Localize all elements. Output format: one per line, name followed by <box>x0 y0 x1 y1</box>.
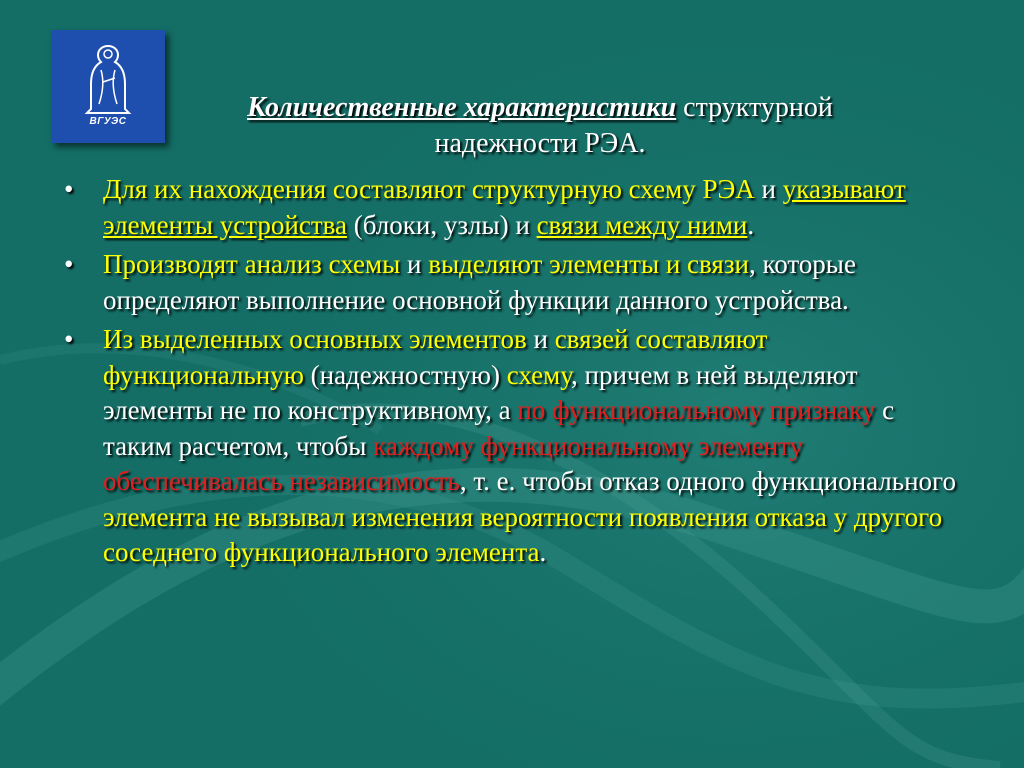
university-logo <box>51 30 165 143</box>
bullet-marker: • <box>64 324 74 354</box>
bullet-text: каждому функциональному элементу обеспечивалась независимость <box>103 430 804 496</box>
bullet-item <box>60 322 965 571</box>
bullet-text: связей составляют функциональную <box>103 324 768 390</box>
bullet-list <box>60 172 965 575</box>
bullet-text: Для их нахождения составляют структурную схему РЭА <box>103 174 755 204</box>
bullet-text: и <box>754 174 783 204</box>
bullet-text: , т. е. чтобы отказ одного функционального <box>459 466 956 496</box>
bullet-text: , причем в ней выделяют элементы не по конструктивному, а <box>103 359 858 425</box>
bullet-text: схему <box>506 359 572 390</box>
bullet-text: выделяют элементы и связи <box>428 249 749 279</box>
bullet-text: . <box>747 209 755 240</box>
bullet-text: Из выделенных основных элементов <box>103 324 527 354</box>
logo-text: ВГУЭС <box>89 116 127 127</box>
title-rest: структурной надежности РЭА. <box>434 92 833 159</box>
bullet-text: и <box>526 324 555 354</box>
bullet-item <box>60 247 965 318</box>
bullet-marker: • <box>64 174 74 204</box>
title-emphasis: Количественные характеристики <box>247 92 677 123</box>
bullet-text: . <box>539 537 547 567</box>
bullet-text: , которые определяют выполнение основной функции данного устройства. <box>103 249 856 315</box>
bullet-marker: • <box>64 249 74 279</box>
bullet-text: по функциональному признаку <box>517 395 876 425</box>
bullet-text: (блоки, узлы) и <box>347 209 537 240</box>
bullet-text: и <box>400 249 429 279</box>
bullet-item <box>60 172 965 243</box>
bullet-text: с таким расчетом, чтобы <box>103 395 895 461</box>
bullet-text: элемента не вызывал изменения вероятности появления отказа у другого соседнего функционального элемента <box>103 501 943 567</box>
bullet-text: Производят анализ схемы <box>103 249 401 279</box>
bullet-text: (надежностную) <box>303 359 507 390</box>
bullet-text: связи между ними <box>536 209 748 240</box>
slide-title <box>180 90 900 162</box>
bullet-text: указывают элементы устройства <box>103 174 906 240</box>
